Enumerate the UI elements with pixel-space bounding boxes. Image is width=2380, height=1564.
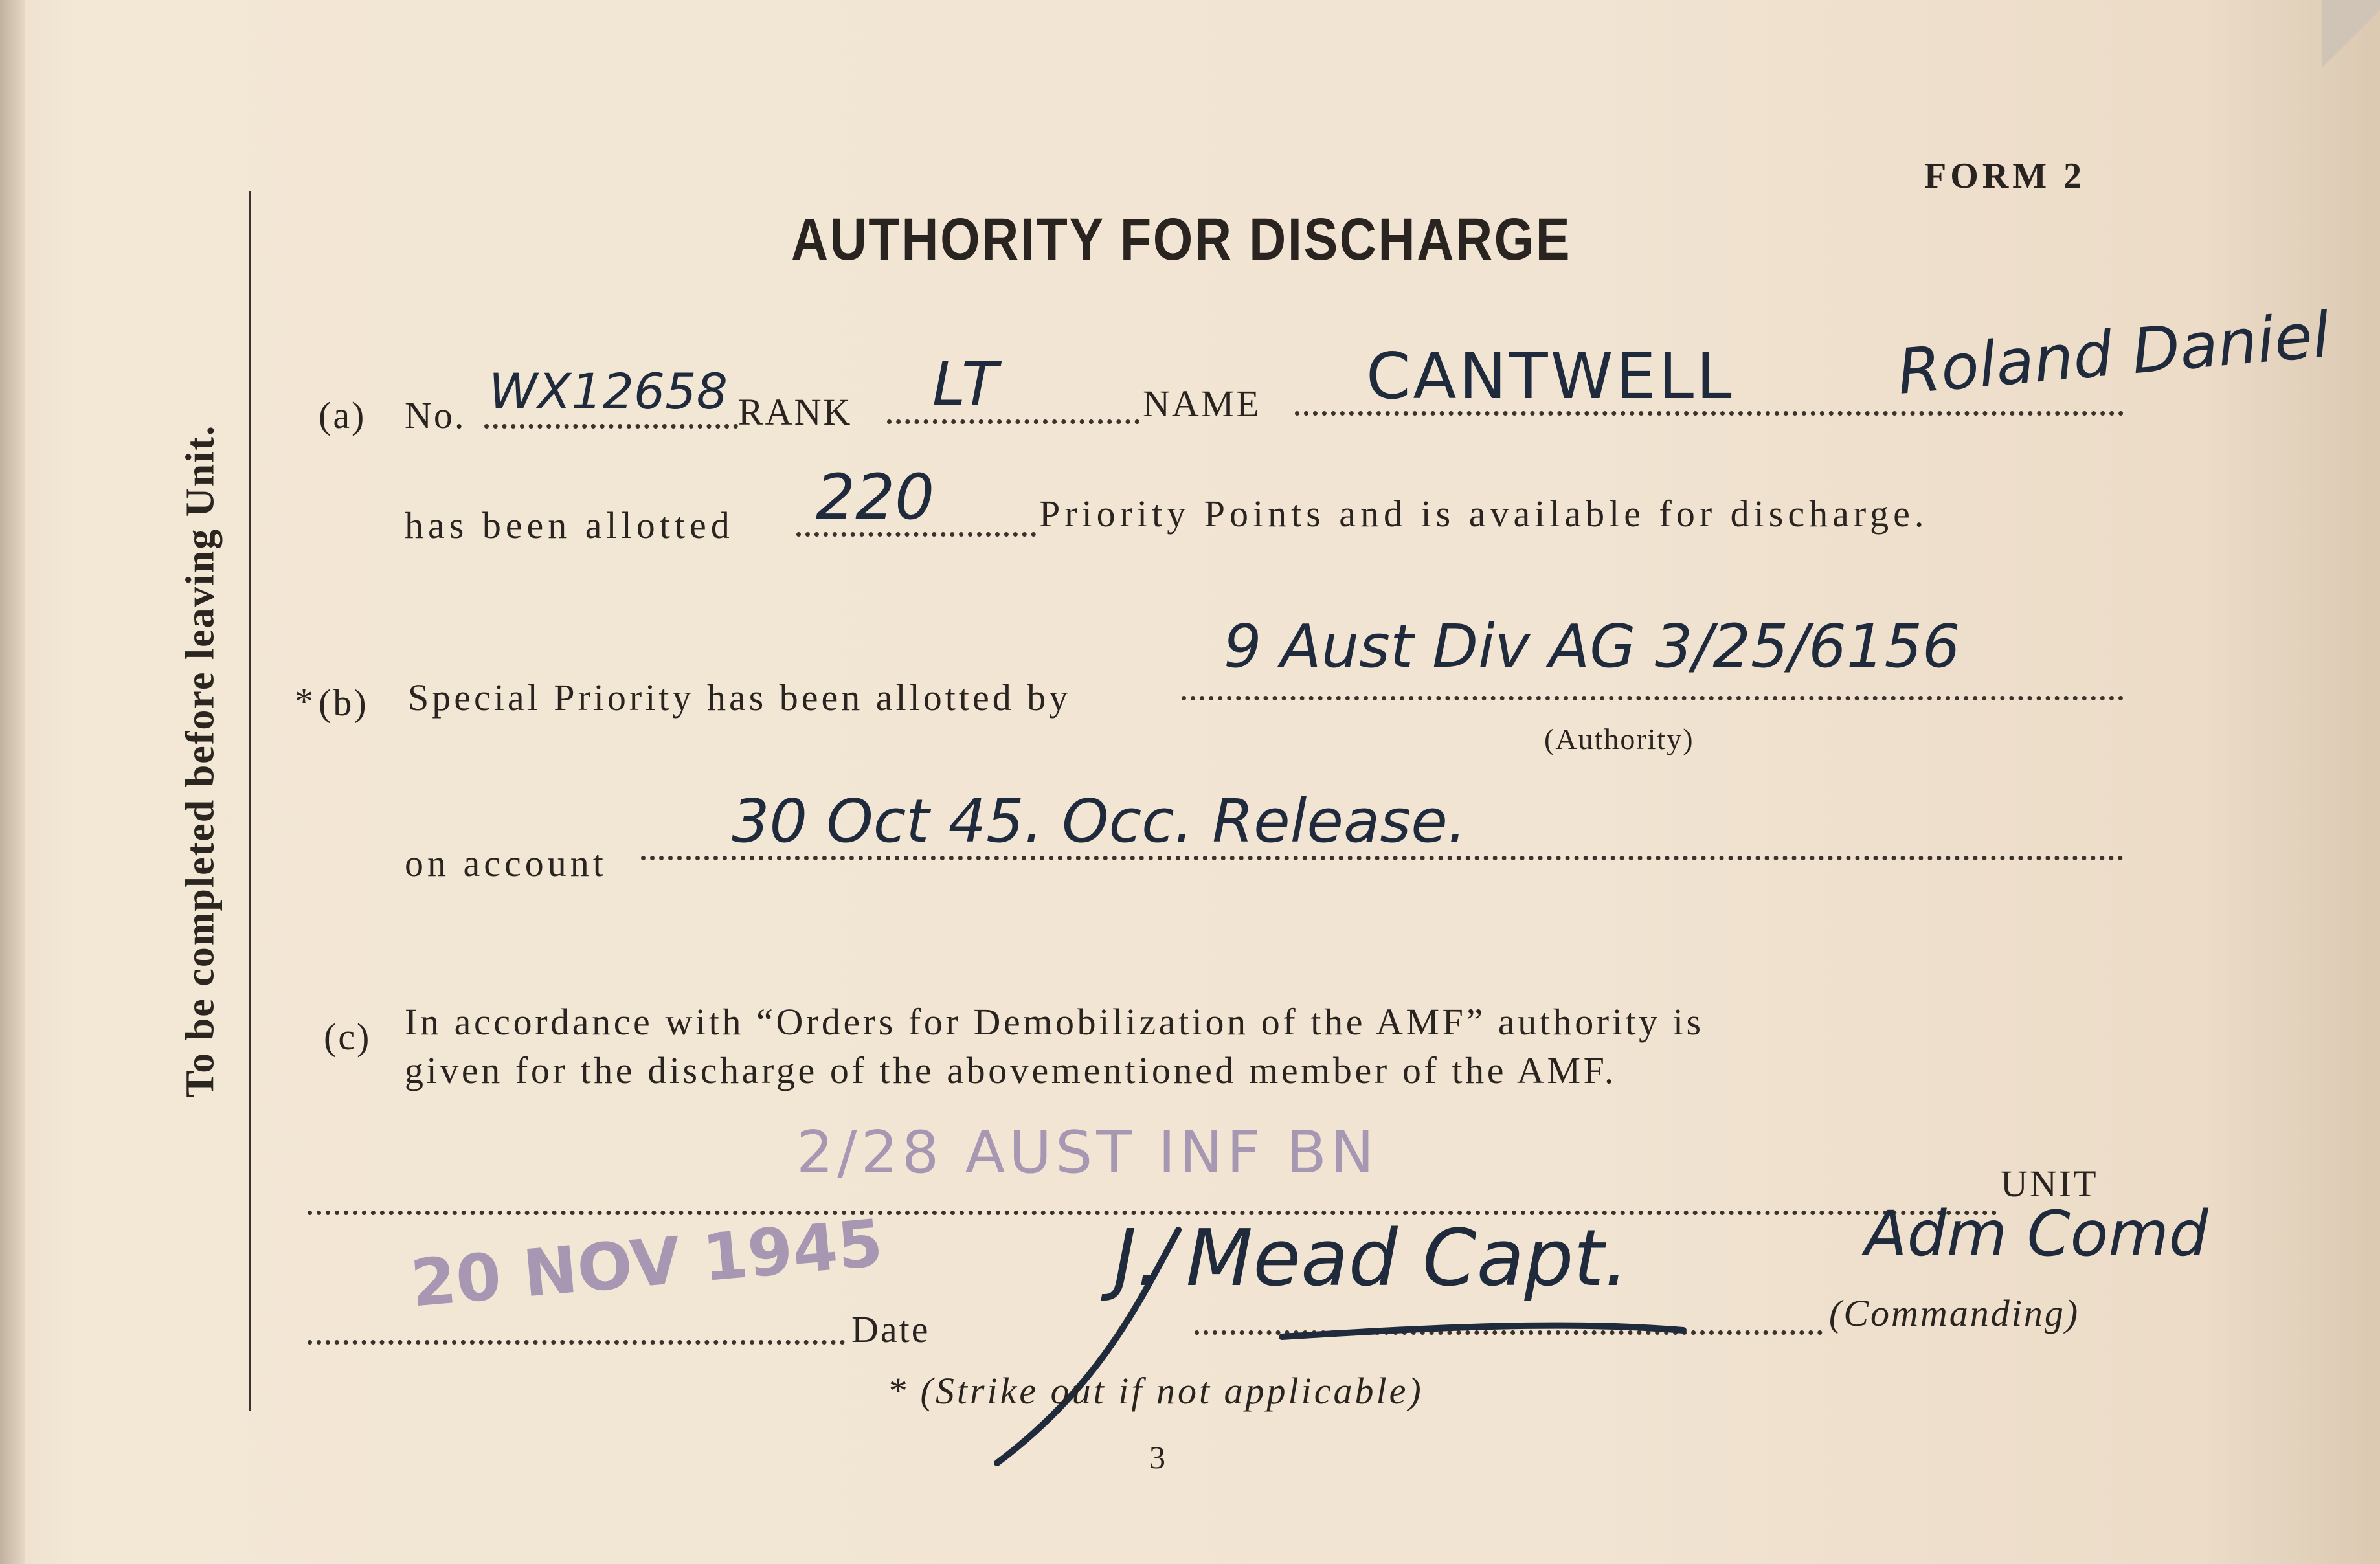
- date-label: Date: [851, 1308, 930, 1350]
- page-number: 3: [1149, 1439, 1167, 1475]
- priority-points-value: 220: [816, 461, 935, 533]
- section-c-line2: given for the discharge of the abovementioned member of the AMF.: [405, 1049, 1617, 1091]
- unit-stamp: 2/28 AUST INF BN: [796, 1119, 1378, 1187]
- form-number: FORM 2: [1924, 156, 2086, 196]
- section-c-marker: (c): [324, 1016, 372, 1058]
- margin-rule: [249, 191, 251, 1411]
- name-label: NAME: [1143, 383, 1261, 425]
- unit-label: UNIT: [2001, 1163, 2098, 1205]
- authority-dotted-line: [1182, 696, 2124, 700]
- account-value: 30 Oct 45. Occ. Release.: [732, 787, 1467, 856]
- book-spine: [0, 0, 25, 1564]
- special-priority-label: Special Priority has been allotted by: [408, 676, 1072, 719]
- surname: CANTWELL: [1366, 340, 1734, 414]
- section-c-line1: In accordance with “Orders for Demobilization of the AMF” authority is: [405, 1001, 1704, 1043]
- rank-dotted-line: [887, 419, 1139, 424]
- date-stamp: 20 NOV 1945: [408, 1205, 886, 1322]
- rank-value: LT: [932, 350, 998, 419]
- no-label: No.: [405, 394, 466, 436]
- authority-caption: (Authority): [1544, 722, 1694, 755]
- account-label: on account: [405, 842, 607, 884]
- commanding-note: Adm Comd: [1865, 1198, 2208, 1270]
- side-note: To be completed before leaving Unit.: [178, 424, 223, 1098]
- service-number: WX12658: [489, 363, 728, 420]
- footnote: * (Strike out if not applicable): [887, 1370, 1424, 1412]
- section-a-marker: (a): [319, 394, 366, 436]
- section-b-marker: (b): [319, 682, 368, 724]
- authority-value: 9 Aust Div AG 3/25/6156: [1224, 612, 1960, 681]
- rank-label: RANK: [738, 391, 853, 433]
- signature-stroke: [984, 1223, 1793, 1482]
- allotted-prefix: has been allotted: [405, 504, 734, 546]
- date-dotted-line: [308, 1340, 845, 1345]
- commanding-label: (Commanding): [1829, 1292, 2080, 1334]
- page-corner-fold: [2322, 0, 2380, 110]
- commanding-signature: J. Mead Capt.: [1114, 1214, 1629, 1304]
- given-names: Roland Daniel: [1894, 298, 2333, 408]
- allotted-suffix: Priority Points and is available for discharge.: [1039, 493, 1929, 535]
- no-dotted-line: [484, 424, 738, 429]
- section-b-asterisk: *: [295, 680, 315, 722]
- account-dotted-line: [641, 856, 2124, 860]
- form-title: AUTHORITY FOR DISCHARGE: [791, 207, 1572, 273]
